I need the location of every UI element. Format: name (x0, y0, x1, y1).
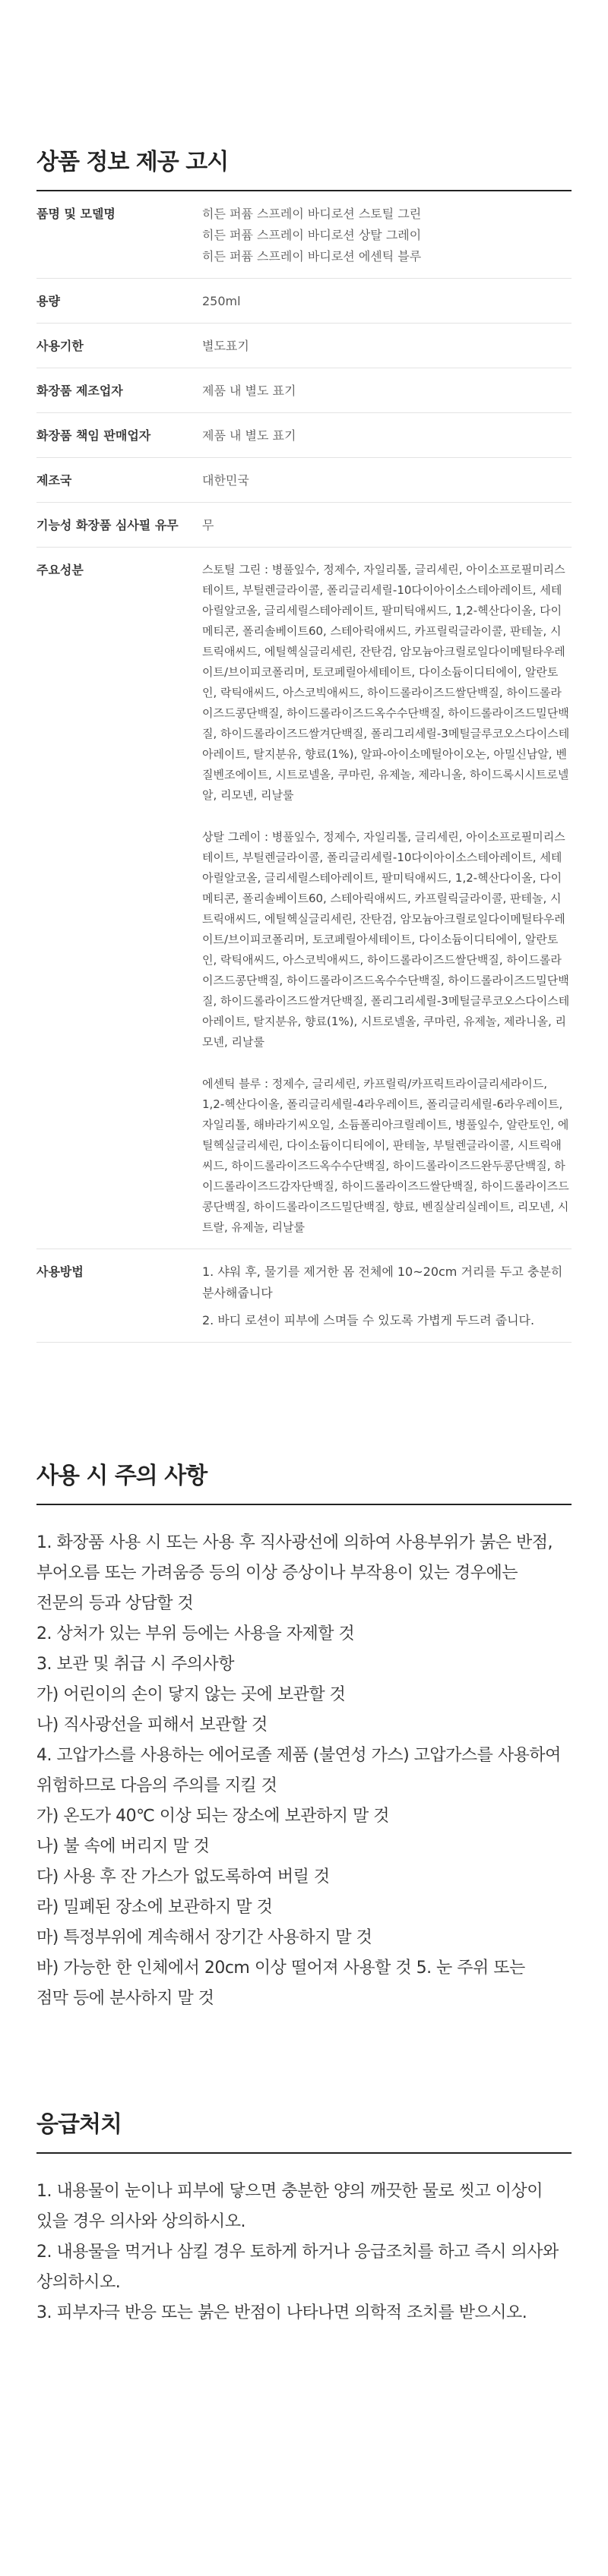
info-label: 용량 (36, 279, 202, 324)
info-value (202, 1249, 572, 1343)
notice-line: 다) 사용 후 잔 가스가 없도록하여 버릴 것 (36, 1867, 330, 1886)
notice-line: 3. 보관 및 취급 시 주의사항 (36, 1655, 234, 1674)
notice-line: 가) 온도가 40℃ 이상 되는 장소에 보관하지 말 것 (36, 1807, 390, 1826)
info-row-expiry (36, 324, 572, 368)
info-value: 별도표기 (202, 324, 572, 368)
first-aid-line: 상의하시오. (36, 2273, 121, 2292)
info-value (202, 191, 572, 279)
info-label: 품명 및 모델명 (36, 191, 202, 279)
notice-line: 전문의 등과 상담할 것 (36, 1594, 194, 1613)
info-row-manufacturer (36, 368, 572, 413)
section-title-product-info: 상품 정보 제공 고시 (36, 143, 572, 191)
usage-step: 2. 바디 로션이 피부에 스며들 수 있도록 가볍게 두드려 줍니다. (202, 1313, 535, 1327)
ingredient-list-green: 스토틸 그린 : 병풀잎수, 정제수, 자일리톨, 글리세린, 아이소프로필미리스테이트, 부틸렌글라이콜, 폴리글리세릴-10다이아이소스테아레이트, 세테아릴알코올, 글리세릴스테아레이트, 팔미틱애씨드, 1,2-헥산다이올, 다이메티콘, 폴리솔베이트60, 스테아릭애씨드, 카프릴릭글라이콜, 판테놀, 시트릭애씨드, 에틸헥실글리세린, 잔탄검, 암모늄아크릴로일다이메틸타우레이트/브이피코폴리머, 토코페릴아세테이트, 다이소듐이디티에이, 알란토인, 락틱애씨드, 아스코빅애씨드, 하이드롤라이즈드쌀단백질, 하이드롤라이즈드콩단백질, 하이드롤라이즈드옥수수단백질, 하이드롤라이즈드밀단백질, 하이드롤라이즈드쌀겨단백질, 폴리그리세릴-3메틸글루코오스다이스테아레이트, 탈지분유, 향료(1%), 알파-아이소메틸아이오논, 아밀신남알, 벤질벤조에이트, 시트로넬올, 쿠마린, 유제놀, 제라니올, 하이드록시시트로넬알, 리모넨, 리날룰 (202, 563, 570, 802)
model-name: 히든 퍼퓸 스프레이 바디로션 스토틸 그린 (202, 207, 422, 221)
info-value: 무 (202, 503, 572, 548)
info-label: 제조국 (36, 458, 202, 503)
first-aid-line: 3. 피부자극 반응 또는 붉은 반점이 나타나면 의학적 조치를 받으시오. (36, 2303, 527, 2322)
info-label: 화장품 제조업자 (36, 368, 202, 413)
info-value (202, 548, 572, 1249)
info-value: 250ml (202, 279, 572, 324)
ingredient-list-gray: 상탈 그레이 : 병풀잎수, 정제수, 자일리톨, 글리세린, 아이소프로필미리스테이트, 부틸렌글라이콜, 폴리글리세릴-10다이아이소스테아레이트, 세테아릴알코올, 글리세릴스테아레이트, 팔미틱애씨드, 1,2-헥산다이올, 다이메티콘, 폴리솔베이트60, 스테아릭애씨드, 카프릴릭글라이콜, 판테놀, 시트릭애씨드, 에틸헥실글리세린, 잔탄검, 암모늄아크릴로일다이메틸타우레이트/브이피코폴리머, 토코페릴아세테이트, 다이소듐이디티에이, 알란토인, 락틱애씨드, 아스코빅애씨드, 하이드롤라이즈드쌀단백질, 하이드롤라이즈드콩단백질, 하이드롤라이즈드옥수수단백질, 하이드롤라이즈드밀단백질, 하이드롤라이즈드쌀겨단백질, 폴리그리세릴-3메틸글루코오스다이스테아레이트, 탈지분유, 향료(1%), 시트로넬올, 쿠마린, 유제놀, 제라니올, 리모넨, 리날룰 (202, 830, 570, 1049)
info-row-seller (36, 413, 572, 458)
notice-line: 점막 등에 분사하지 말 것 (36, 1989, 214, 2008)
product-info-section (36, 0, 572, 1343)
info-label: 화장품 책임 판매업자 (36, 413, 202, 458)
product-info-table (36, 191, 572, 1343)
notice-section (36, 1343, 572, 2014)
info-value: 제품 내 별도 표기 (202, 413, 572, 458)
first-aid-text (36, 2154, 572, 2328)
notice-line: 2. 상처가 있는 부위 등에는 사용을 자제할 것 (36, 1624, 355, 1643)
info-row-capacity (36, 279, 572, 324)
section-title-first-aid: 응급처치 (36, 2105, 572, 2154)
info-row-usage (36, 1249, 572, 1343)
notice-line: 마) 특정부위에 계속해서 장기간 사용하지 말 것 (36, 1928, 372, 1947)
info-value: 제품 내 별도 표기 (202, 368, 572, 413)
info-row-ingredients (36, 548, 572, 1249)
info-row-functional (36, 503, 572, 548)
notice-line: 가) 어린이의 손이 닿지 않는 곳에 보관할 것 (36, 1685, 346, 1704)
notice-line: 위험하므로 다음의 주의를 지킬 것 (36, 1776, 277, 1795)
info-value: 대한민국 (202, 458, 572, 503)
ingredient-list-blue: 에센틱 블루 : 정제수, 글리세린, 카프릴릭/카프릭트라이글리세라이드, 1,2-헥산다이올, 폴리글리세릴-4라우레이트, 폴리글리세릴-6라우레이트, 자일리톨, 해바라기씨오일, 소듐폴리아크릴레이트, 병풀잎수, 알란토인, 에틸헥실글리세린, 다이소듐이디티에이, 판테놀, 부틸렌글라이콜, 시트릭애씨드, 하이드롤라이즈드옥수수단백질, 하이드롤라이즈드완두콩단백질, 하이드롤라이즈드감자단백질, 하이드롤라이즈드쌀단백질, 하이드롤라이즈드콩단백질, 하이드롤라이즈드밀단백질, 향료, 벤질살리실레이트, 리모넨, 시트랄, 유제놀, 리날룰 (202, 1077, 569, 1234)
info-label: 사용기한 (36, 324, 202, 368)
notice-line: 라) 밀폐된 장소에 보관하지 말 것 (36, 1898, 273, 1917)
usage-step: 1. 샤워 후, 물기를 제거한 몸 전체에 10~20cm 거리를 두고 충분히 분사해줍니다 (202, 1264, 563, 1300)
info-label: 사용방법 (36, 1249, 202, 1343)
notice-line: 나) 불 속에 버리지 말 것 (36, 1837, 210, 1856)
section-title-notice: 사용 시 주의 사항 (36, 1457, 572, 1505)
first-aid-line: 있을 경우 의사와 상의하시오. (36, 2212, 245, 2231)
info-label: 주요성분 (36, 548, 202, 1249)
notice-line: 나) 직사광선을 피해서 보관할 것 (36, 1716, 268, 1735)
info-row-origin (36, 458, 572, 503)
model-name: 히든 퍼퓸 스프레이 바디로션 에센틱 블루 (202, 249, 422, 264)
notice-text (36, 1505, 572, 2014)
first-aid-line: 1. 내용물이 눈이나 피부에 닿으면 충분한 양의 깨끗한 물로 씻고 이상이 (36, 2182, 543, 2201)
first-aid-line: 2. 내용물을 먹거나 삼킬 경우 토하게 하거나 응급조치를 하고 즉시 의사와 (36, 2243, 559, 2262)
model-name: 히든 퍼퓸 스프레이 바디로션 상탈 그레이 (202, 228, 422, 242)
notice-line: 부어오름 또는 가려움증 등의 이상 증상이나 부작용이 있는 경우에는 (36, 1564, 518, 1583)
first-aid-section (36, 2014, 572, 2328)
info-row-name (36, 191, 572, 279)
notice-line: 4. 고압가스를 사용하는 에어로졸 제품 (불연성 가스) 고압가스를 사용하여 (36, 1746, 561, 1765)
notice-line: 1. 화장품 사용 시 또는 사용 후 직사광선에 의하여 사용부위가 붉은 반점, (36, 1533, 553, 1552)
info-label: 기능성 화장품 심사필 유무 (36, 503, 202, 548)
notice-line: 바) 가능한 한 인체에서 20cm 이상 떨어져 사용할 것 5. 눈 주위 또는 (36, 1959, 525, 1978)
